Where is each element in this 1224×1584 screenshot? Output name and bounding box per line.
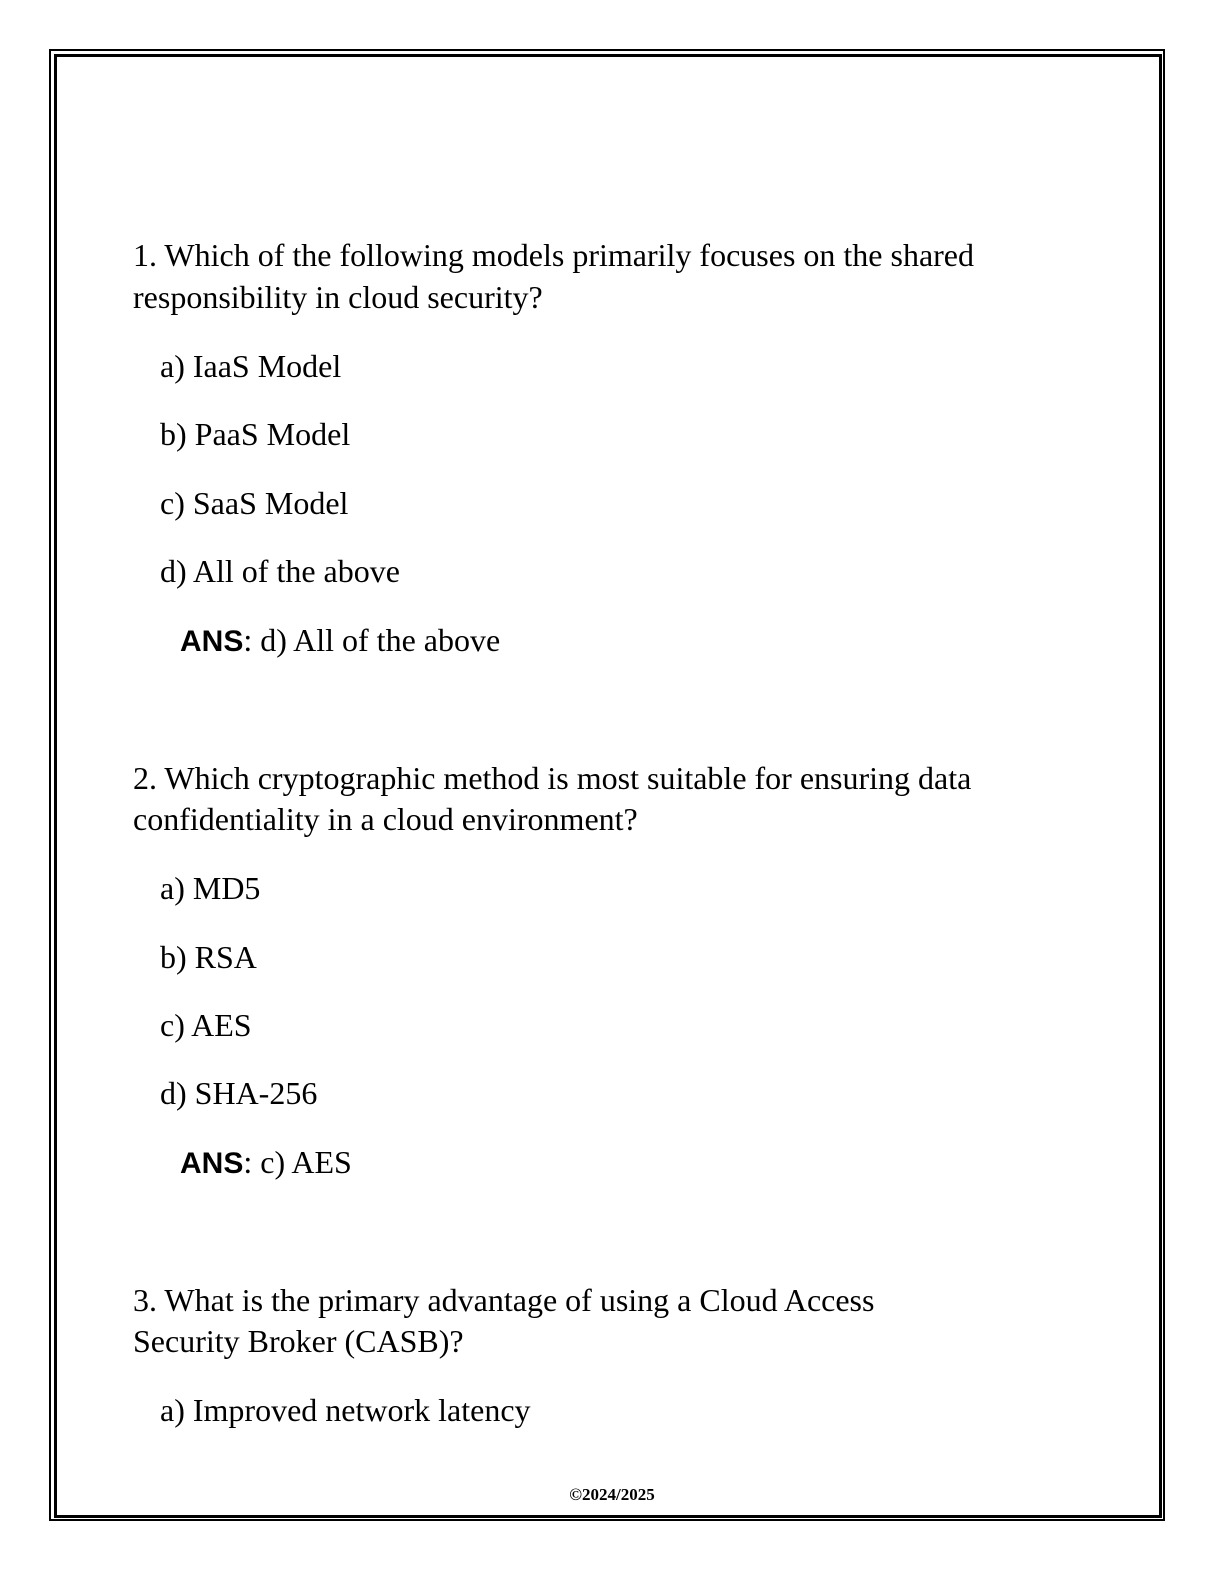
answer-label: ANS — [180, 1147, 244, 1180]
option-2d: d) SHA-256 — [160, 1075, 318, 1111]
question-1-text: responsibility in cloud security? — [133, 279, 543, 315]
footer-copyright: ©2024/2025 — [569, 1485, 655, 1504]
answer-text: : c) AES — [243, 1144, 352, 1180]
question-2-text: 2. Which cryptographic method is most suitable for ensuring data — [133, 760, 972, 796]
option-2c: c) AES — [160, 1007, 252, 1043]
option-3a: a) Improved network latency — [160, 1392, 531, 1428]
question-2-text: confidentiality in a cloud environment? — [133, 801, 638, 837]
answer-1 — [180, 622, 500, 660]
question-1-text: 1. Which of the following models primarily focuses on the shared — [133, 237, 974, 273]
option-2b: b) RSA — [160, 939, 257, 975]
option-1a: a) IaaS Model — [160, 348, 342, 384]
answer-label: ANS — [180, 625, 244, 658]
answer-text: : d) All of the above — [243, 622, 501, 658]
option-1b: b) PaaS Model — [160, 416, 351, 452]
answer-2 — [180, 1144, 352, 1182]
option-1d: d) All of the above — [160, 553, 400, 589]
question-3-text: Security Broker (CASB)? — [133, 1323, 464, 1359]
question-3-text: 3. What is the primary advantage of using a Cloud Access — [133, 1282, 875, 1318]
option-1c: c) SaaS Model — [160, 485, 349, 521]
option-2a: a) MD5 — [160, 870, 261, 906]
